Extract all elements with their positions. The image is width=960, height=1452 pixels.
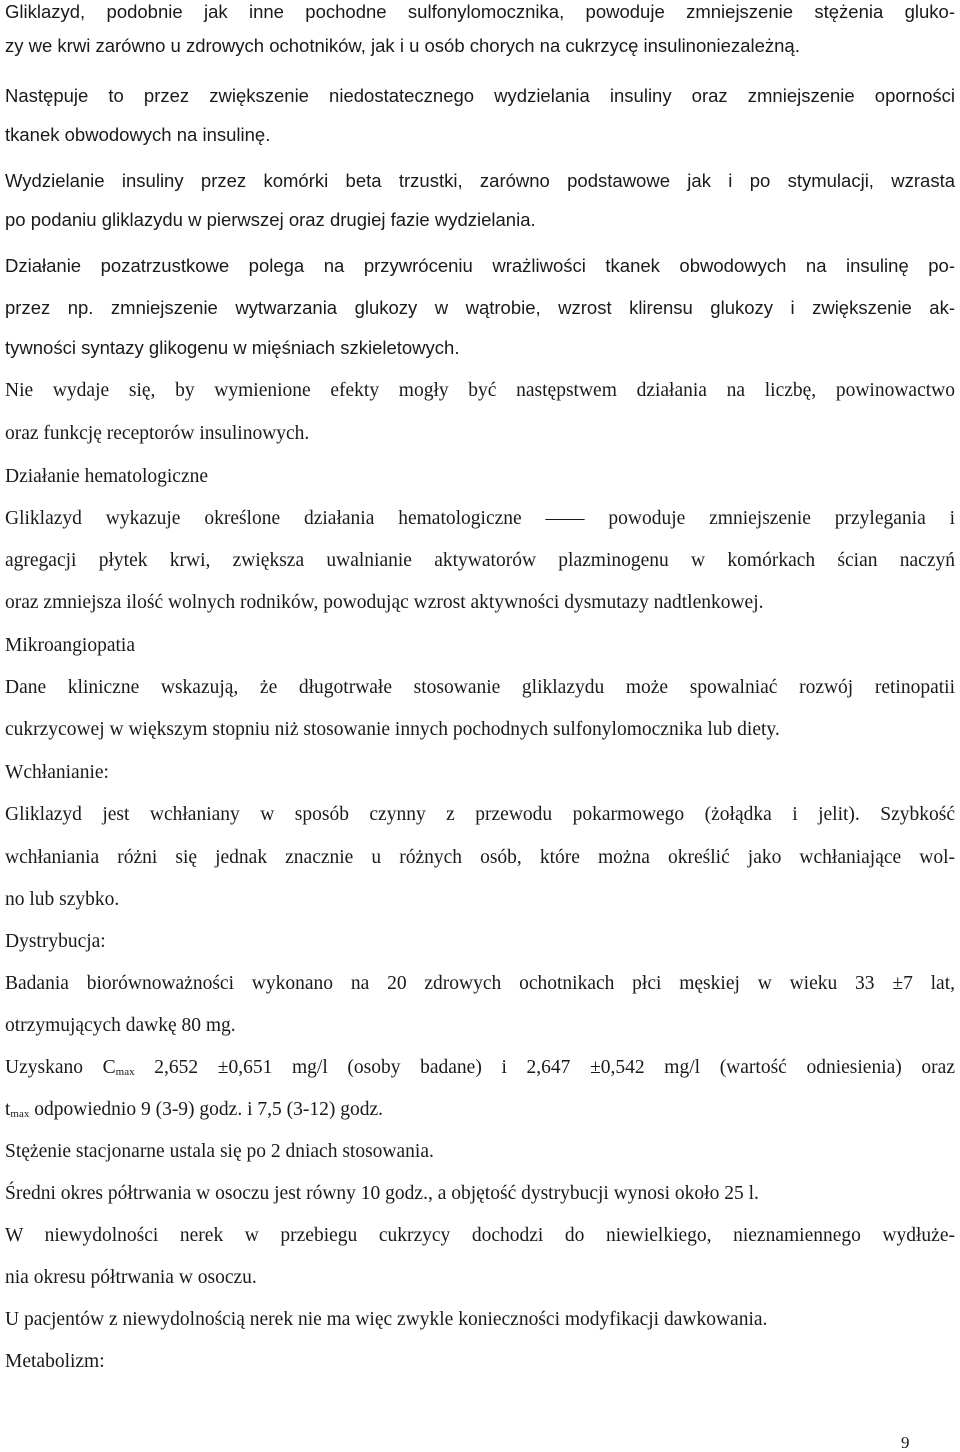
- text-line: [5, 1056, 955, 1084]
- text-line: [5, 1098, 383, 1126]
- text-line: Metabolizm:: [5, 1351, 105, 1372]
- text-line: otrzymujących dawkę 80 mg.: [5, 1015, 236, 1036]
- subscript: max: [115, 1066, 135, 1078]
- text-line: Nie wydaje się, by wymienione efekty mogły być następstwem działania na liczbę, powinowactwo: [5, 380, 955, 401]
- text-line: cukrzycowej w większym stopniu niż stosowanie innych pochodnych sulfonylomocznika lub diety.: [5, 719, 780, 740]
- text-line: Średni okres półtrwania w osoczu jest równy 10 godz., a objętość dystrybucji wynosi około 25 l.: [5, 1183, 759, 1204]
- page-number: 9: [901, 1433, 910, 1452]
- text-line: nia okresu półtrwania w osoczu.: [5, 1267, 257, 1288]
- text-segment: odpowiednio 9 (3-9) godz. i 7,5 (3-12) godz.: [29, 1099, 384, 1120]
- text-line: tkanek obwodowych na insulinę.: [5, 124, 271, 145]
- text-line: przez np. zmniejszenie wytwarzania glukozy w wątrobie, wzrost klirensu glukozy i zwiększenie ak-: [5, 297, 955, 318]
- text-line: no lub szybko.: [5, 889, 120, 910]
- text-line: Dystrybucja:: [5, 931, 106, 952]
- subscript: max: [10, 1108, 30, 1120]
- text-line: Stężenie stacjonarne ustala się po 2 dniach stosowania.: [5, 1141, 434, 1162]
- text-line: tywności syntazy glikogenu w mięśniach szkieletowych.: [5, 337, 460, 358]
- text-segment: 2,652 ±0,651 mg/l (osoby badane) i 2,647 ±0,542 mg/l (wartość odniesienia) oraz: [134, 1057, 955, 1078]
- text-line: wchłaniania różni się jednak znacznie u różnych osób, które można określić jako wchłaniające wol-: [5, 847, 955, 868]
- text-line: Wydzielanie insuliny przez komórki beta trzustki, zarówno podstawowe jak i po stymulacji, wzrasta: [5, 170, 955, 191]
- text-line: Badania biorównoważności wykonano na 20 zdrowych ochotnikach płci męskiej w wieku 33 ±7 lat,: [5, 973, 955, 994]
- text-line: oraz funkcję receptorów insulinowych.: [5, 423, 310, 444]
- text-line: Wchłanianie:: [5, 762, 109, 783]
- text-line: Następuje to przez zwiększenie niedostatecznego wydzielania insuliny oraz zmniejszenie oporności: [5, 85, 955, 106]
- text-line: Gliklazyd, podobnie jak inne pochodne sulfonylomocznika, powoduje zmniejszenie stężenia gluko-: [5, 1, 955, 22]
- text-line: Działanie hematologiczne: [5, 466, 209, 487]
- text-line: oraz zmniejsza ilość wolnych rodników, powodując wzrost aktywności dysmutazy nadtlenkowej.: [5, 592, 764, 613]
- text-line: Działanie pozatrzustkowe polega na przywróceniu wrażliwości tkanek obwodowych na insulinę po-: [5, 255, 955, 276]
- text-segment: t: [5, 1099, 11, 1120]
- text-line: Dane kliniczne wskazują, że długotrwałe stosowanie gliklazydu może spowalniać rozwój retinopatii: [5, 677, 955, 698]
- text-line: W niewydolności nerek w przebiegu cukrzycy dochodzi do niewielkiego, nieznamiennego wydłuże-: [5, 1225, 955, 1246]
- text-line: Gliklazyd wykazuje określone działania hematologiczne —— powoduje zmniejszenie przylegania i: [5, 508, 955, 529]
- text-line: po podaniu gliklazydu w pierwszej oraz drugiej fazie wydzielania.: [5, 209, 536, 230]
- text-segment: Uzyskano C: [5, 1057, 116, 1078]
- text-line: Gliklazyd jest wchłaniany w sposób czynny z przewodu pokarmowego (żołądka i jelit). Szybkość: [5, 804, 955, 825]
- text-line: U pacjentów z niewydolnością nerek nie ma więc zwykle konieczności modyfikacji dawkowania.: [5, 1309, 768, 1330]
- text-line: agregacji płytek krwi, zwiększa uwalnianie aktywatorów plazminogenu w komórkach ścian naczyń: [5, 550, 955, 571]
- text-line: zy we krwi zarówno u zdrowych ochotników, jak i u osób chorych na cukrzycę insulinoniezależną.: [5, 35, 800, 56]
- text-line: Mikroangiopatia: [5, 635, 135, 656]
